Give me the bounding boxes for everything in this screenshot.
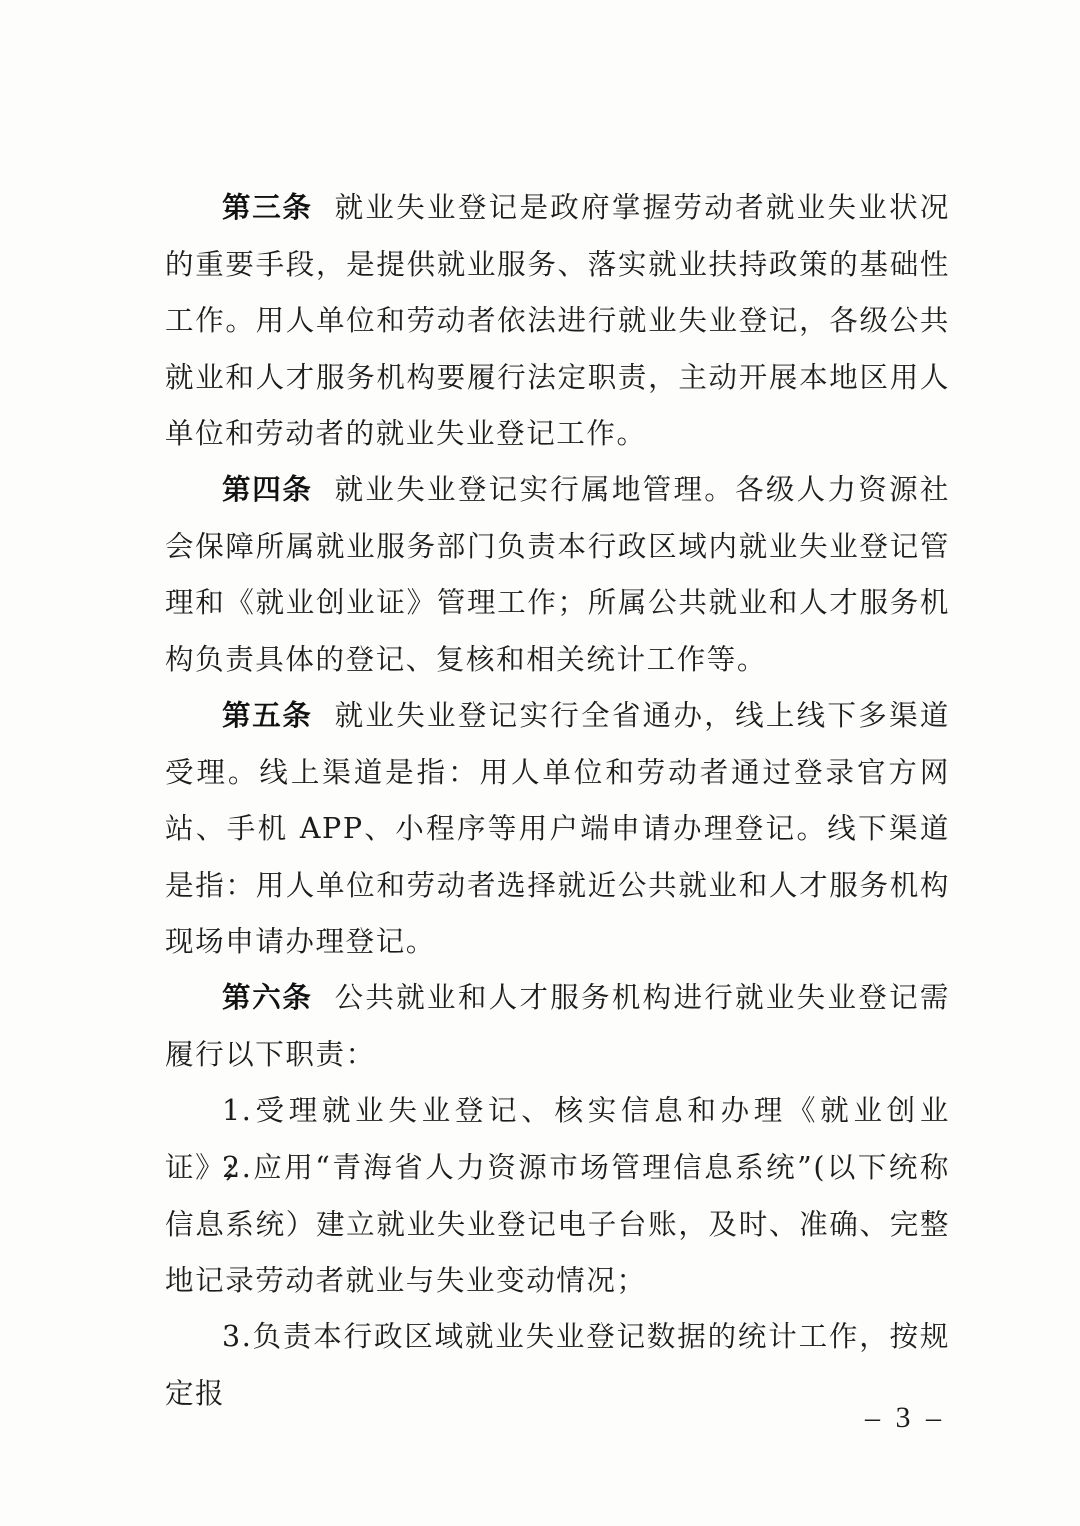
article-3-paragraph xyxy=(165,180,950,463)
article-5-label: 第五条 xyxy=(222,699,313,732)
article-5-text: 就业失业登记实行全省通办，线上线下多渠道受理。线上渠道是指：用人单位和劳动者通过登录官方网站、手机 APP、小程序等用户端申请办理登记。线下渠道是指：用人单位和劳动者选择就近公共就业和人才服务机构现场申请办理登记。 xyxy=(165,699,950,958)
article-3-text: 就业失业登记是政府掌握劳动者就业失业状况的重要手段，是提供就业服务、落实就业扶持政策的基础性工作。用人单位和劳动者依法进行就业失业登记，各级公共就业和人才服务机构要履行法定职责，主动开展本地区用人单位和劳动者的就业失业登记工作。 xyxy=(165,191,950,450)
article-3-label: 第三条 xyxy=(222,191,313,224)
article-5-paragraph xyxy=(165,688,950,971)
article-4-text: 就业失业登记实行属地管理。各级人力资源社会保障所属就业服务部门负责本行政区域内就业失业登记管理和《就业创业证》管理工作；所属公共就业和人才服务机构负责具体的登记、复核和相关统计工作等。 xyxy=(165,473,950,676)
article-4-label: 第四条 xyxy=(222,473,313,506)
article-6-paragraph xyxy=(165,970,950,1083)
duty-item-3: 3.负责本行政区域就业失业登记数据的统计工作，按规定报 xyxy=(165,1320,950,1410)
article-6-text: 公共就业和人才服务机构进行就业失业登记需履行以下职责： xyxy=(165,981,950,1071)
article-6-label: 第六条 xyxy=(222,981,313,1014)
page-number: – 3 – xyxy=(865,1401,945,1434)
duty-item-1: 1.受理就业失业登记、核实信息和办理《就业创业证》; xyxy=(165,1094,950,1184)
article-4-paragraph xyxy=(165,462,950,688)
duty-item-2: 2.应用“青海省人力资源市场管理信息系统”(以下统称信息系统）建立就业失业登记电子台账，及时、准确、完整地记录劳动者就业与失业变动情况； xyxy=(165,1151,950,1297)
